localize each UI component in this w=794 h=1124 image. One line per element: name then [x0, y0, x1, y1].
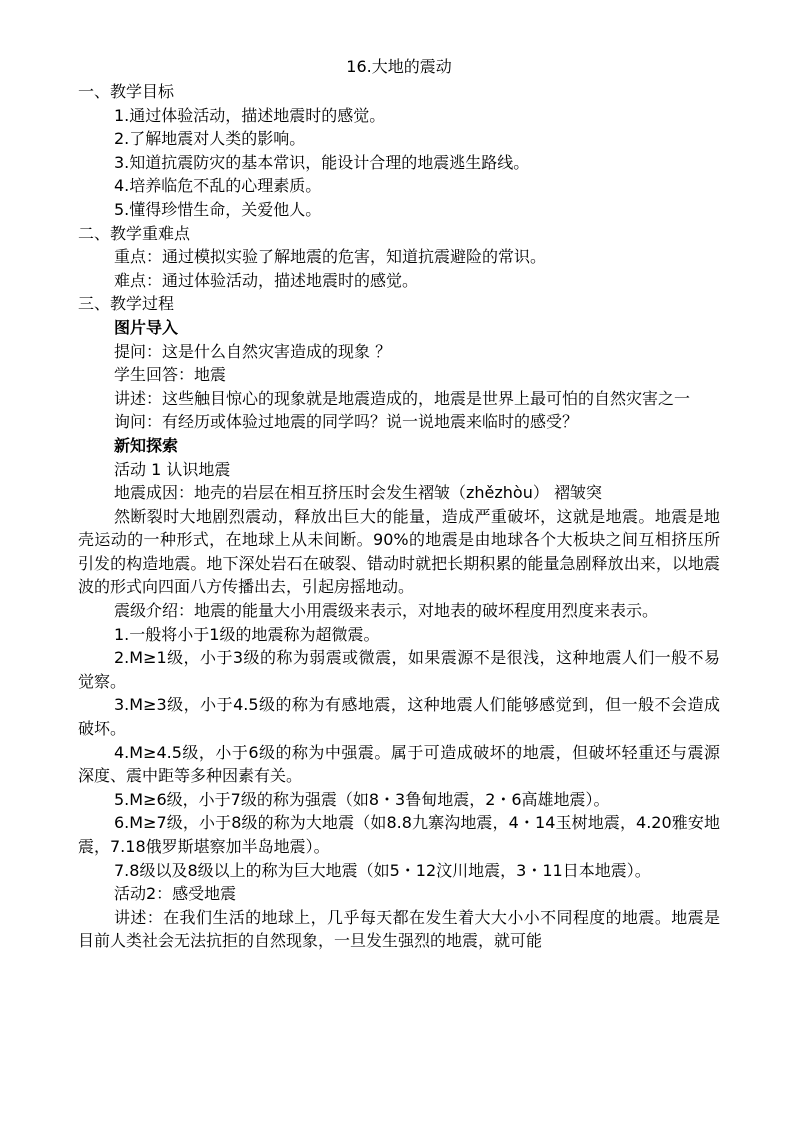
intro-ask: 询问：有经历或体验过地震的同学吗？说一说地震来临时的感受？ [114, 412, 579, 432]
magnitude-level-7: 7.8级以及8级以上的称为巨大地震（如5・12汶川地震，3・11日本地震）。 [114, 860, 651, 880]
subheading-explore: 新知探索 [114, 435, 179, 455]
goal-item-5: 5.懂得珍惜生命，关爱他人。 [114, 199, 322, 219]
section-heading-key-points: 二、教学重难点 [78, 223, 191, 243]
difficult-point: 难点：通过体验活动，描述地震时的感觉。 [114, 270, 419, 290]
section-heading-process: 三、教学过程 [78, 294, 175, 314]
earthquake-cause-line: 地震成因：地壳的岩层在相互挤压时会发生褶皱（zhězhòu） 褶皱突 [114, 483, 602, 503]
earthquake-cause-body: 然断裂时大地剧烈震动，释放出巨大的能量，造成严重破坏，这就是地震。地震是地壳运动的一种形式，在地球上从未间断。90%的地震是由地球各个大板块之间互相挤压所引发的构造地震。地下深处岩石在破裂、错动时就把长期积累的能量急剧释放出来，以地震波的形式向四面八方传播出去，引起房摇地动。 [78, 506, 720, 597]
subheading-intro: 图片导入 [114, 317, 179, 337]
magnitude-level-5: 5.M≥6级，小于7级的称为强震（如8・3鲁甸地震，2・6高雄地震）。 [114, 789, 610, 809]
document-page [78, 56, 720, 953]
goal-item-4: 4.培养临危不乱的心理素质。 [114, 176, 322, 196]
magnitude-intro: 震级介绍：地震的能量大小用震级来表示，对地表的破坏程度用烈度来表示。 [114, 601, 659, 621]
intro-talk: 讲述：这些触目惊心的现象就是地震造成的，地震是世界上最可怕的自然灾害之一 [114, 388, 691, 408]
magnitude-level-3: 3.M≥3级，小于4.5级的称为有感地震，这种地震人们能够感觉到，但一般不会造成破坏。 [78, 695, 720, 739]
magnitude-level-2: 2.M≥1级，小于3级的称为弱震或微震，如果震源不是很浅，这种地震人们一般不易觉察。 [78, 648, 720, 691]
document-title: 16.大地的震动 [346, 57, 452, 76]
intro-answer: 学生回答：地震 [114, 365, 227, 385]
activity-1-title: 活动 1 认识地震 [114, 459, 231, 479]
goal-item-1: 1.通过体验活动，描述地震时的感觉。 [114, 105, 386, 125]
magnitude-level-1: 1.一般将小于1级的地震称为超微震。 [114, 624, 380, 644]
intro-question: 提问：这是什么自然灾害造成的现象 ？ [114, 341, 392, 361]
section-heading-goals: 一、教学目标 [78, 82, 175, 101]
key-point: 重点：通过模拟实验了解地震的危害，知道抗震避险的常识。 [114, 247, 547, 267]
activity-2-title: 活动2：感受地震 [114, 884, 237, 904]
magnitude-level-6: 6.M≥7级，小于8级的称为大地震（如8.8九寨沟地震，4・14玉树地震，4.20雅安地震，7.18俄罗斯堪察加半岛地震）。 [78, 813, 720, 856]
goal-item-3: 3.知道抗震防灾的基本常识，能设计合理的地震逃生路线。 [114, 152, 530, 172]
activity-2-talk: 讲述：在我们生活的地球上，几乎每天都在发生着大大小小不同程度的地震。地震是目前人类社会无法抗拒的自然现象，一旦发生强烈的地震，就可能 [78, 907, 720, 951]
goal-item-2: 2.了解地震对人类的影响。 [114, 129, 306, 149]
magnitude-level-4: 4.M≥4.5级，小于6级的称为中强震。属于可造成破坏的地震，但破坏轻重还与震源深度、震中距等多种因素有关。 [78, 742, 720, 786]
